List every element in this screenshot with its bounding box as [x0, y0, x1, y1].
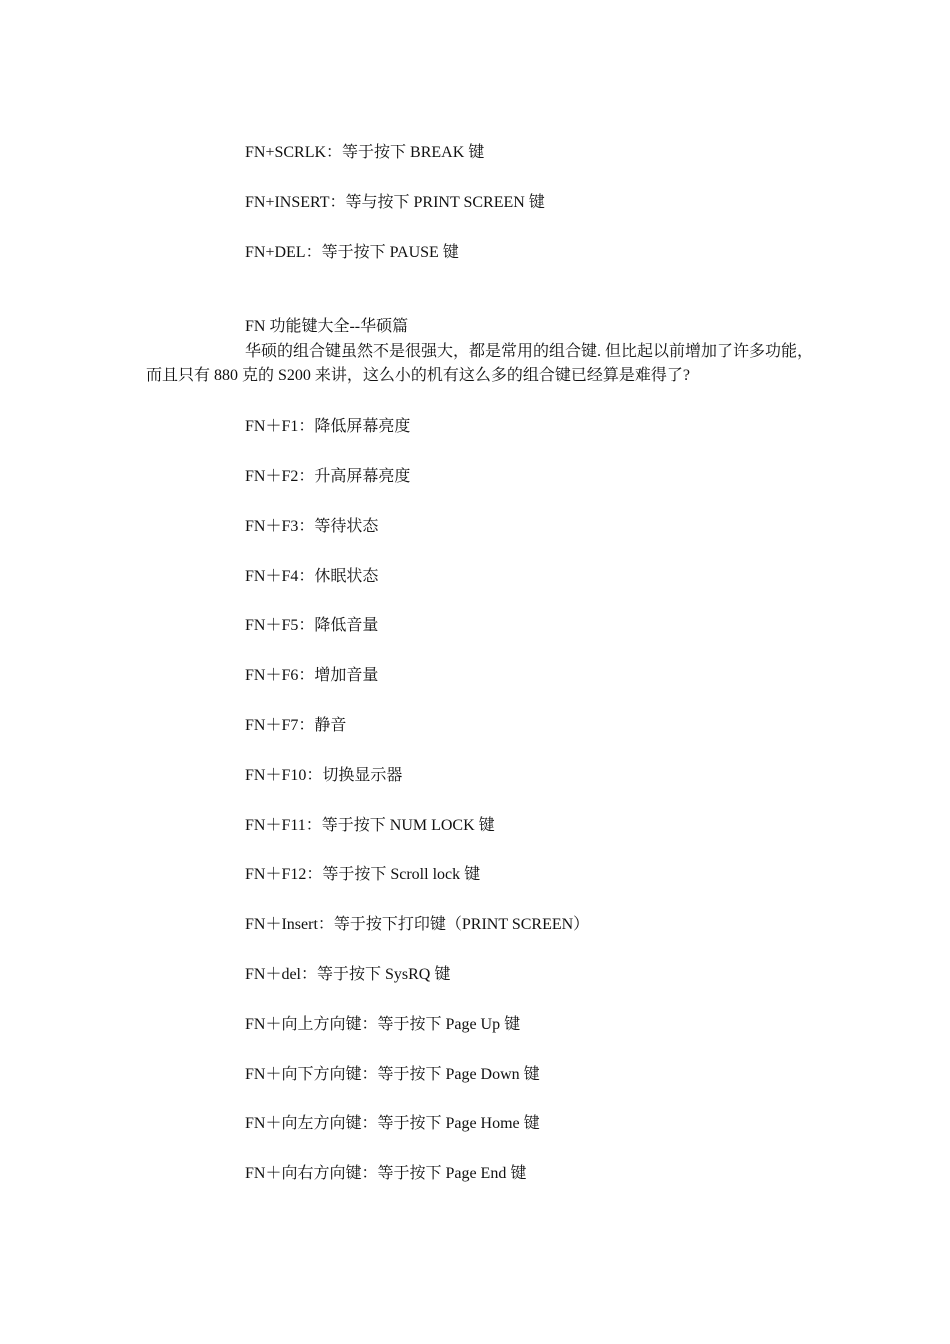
text-line-del: FN+DEL：等于按下 PAUSE 键 [245, 244, 459, 261]
key-line-down: FN＋向下方向键：等于按下 Page Down 键 [245, 1066, 540, 1083]
key-line-insert: FN＋Insert：等于按下打印键（PRINT SCREEN） [245, 916, 590, 933]
key-line-del: FN＋del：等于按下 SysRQ 键 [245, 966, 451, 983]
key-line-right: FN＋向右方向键：等于按下 Page End 键 [245, 1165, 527, 1182]
text-line-insert: FN+INSERT：等与按下 PRINT SCREEN 键 [245, 194, 545, 211]
key-line-f12: FN＋F12：等于按下 Scroll lock 键 [245, 866, 481, 883]
key-line-f6: FN＋F6：增加音量 [245, 667, 379, 684]
intro-paragraph: 华硕的组合键虽然不是很强大，都是常用的组合键. 但比起以前增加了许多功能，而且只有 880 克的 S200 来讲，这么小的机有这么多的组合键已经算是难得了? [146, 343, 814, 384]
text-line-scrlk: FN+SCRLK：等于按下 BREAK 键 [245, 144, 485, 161]
key-line-f1: FN＋F1：降低屏幕亮度 [245, 418, 411, 435]
key-line-f2: FN＋F2：升高屏幕亮度 [245, 468, 411, 485]
key-line-f11: FN＋F11：等于按下 NUM LOCK 键 [245, 817, 495, 834]
key-line-f10: FN＋F10：切换显示器 [245, 767, 403, 784]
key-line-f4: FN＋F4：休眠状态 [245, 568, 379, 585]
key-line-f7: FN＋F7：静音 [245, 717, 347, 734]
key-line-left: FN＋向左方向键：等于按下 Page Home 键 [245, 1115, 540, 1132]
section-heading: FN 功能键大全--华硕篇 [245, 318, 409, 335]
key-line-f3: FN＋F3：等待状态 [245, 518, 379, 535]
key-line-up: FN＋向上方向键：等于按下 Page Up 键 [245, 1016, 521, 1033]
key-line-f5: FN＋F5：降低音量 [245, 617, 379, 634]
